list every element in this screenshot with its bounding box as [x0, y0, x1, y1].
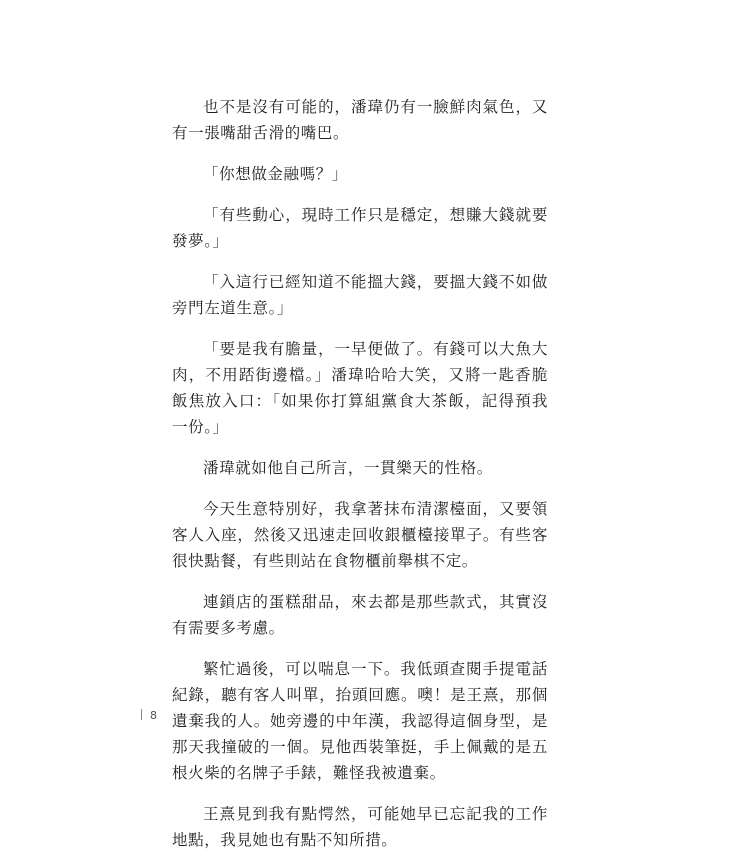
paragraph: 「你想做金融嗎？」	[203, 165, 348, 183]
page-number: 8	[150, 709, 158, 722]
folio-divider	[141, 709, 142, 720]
paragraph: 繁忙過後，可以喘息一下。我低頭查閱手提電話紀錄，聽有客人叫單，抬頭回應。噢！是王熹，那個遺棄我的人。她旁邊的中年漢，我認得這個身型，是那天我撞破的一個。見他西裝筆挺，手上佩戴的是五根火柴的名牌子手錶，難怪我被遺棄。	[172, 660, 548, 782]
paragraph: 今天生意特別好，我拿著抹布清潔檯面，又要領客人入座，然後又迅速走回收銀櫃檯接單子。有些客很快點餐，有些則站在食物櫃前舉棋不定。	[172, 500, 548, 570]
paragraph: 王熹見到我有點愕然，可能她早已忘記我的工作地點，我見她也有點不知所措。	[172, 805, 548, 849]
paragraph: 也不是沒有可能的，潘瑋仍有一臉鮮肉氣色，又有一張嘴甜舌滑的嘴巴。	[172, 98, 548, 142]
paragraph: 「有些動心，現時工作只是穩定，想賺大錢就要發夢。」	[172, 206, 548, 250]
paragraph: 「要是我有膽量，一早便做了。有錢可以大魚大肉，不用踎街邊檔。」潘瑋哈哈大笑，又將一匙香脆飯焦放入口：「如果你打算組黨食大茶飯，記得預我一份。」	[172, 340, 548, 436]
paragraph: 「入這行已經知道不能搵大錢，要搵大錢不如做旁門左道生意。」	[172, 273, 548, 317]
page-footer	[141, 709, 158, 722]
body-text	[172, 94, 548, 868]
paragraph: 連鎖店的蛋糕甜品，來去都是那些款式，其實沒有需要多考慮。	[172, 593, 548, 637]
paragraph: 潘瑋就如他自己所言，一貫樂天的性格。	[203, 459, 493, 477]
